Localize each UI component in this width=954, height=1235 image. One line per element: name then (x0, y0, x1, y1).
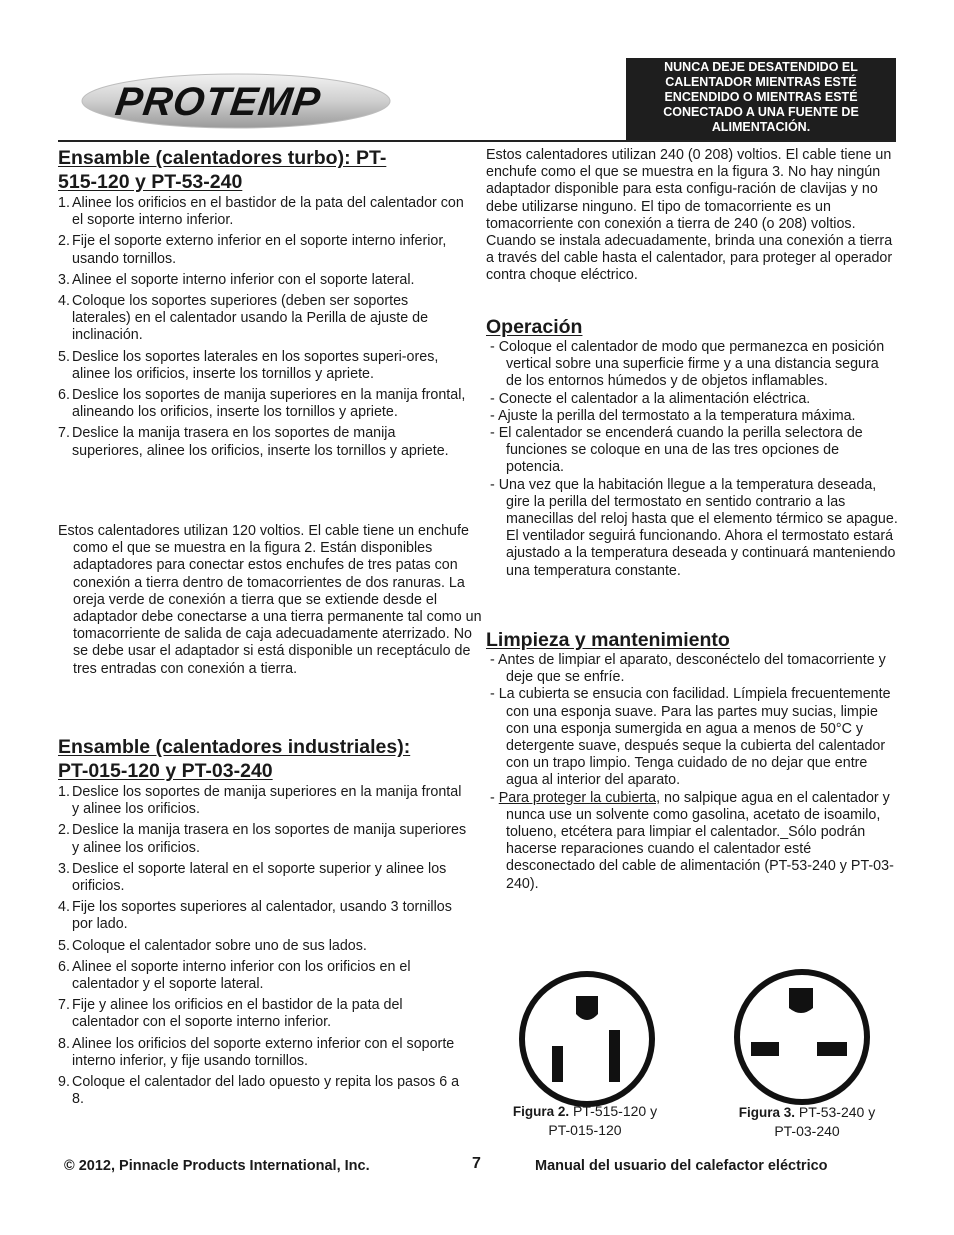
outlet-120v-icon (516, 968, 658, 1110)
step-text: Alinee el soporte interno inferior con el soporte lateral. (72, 271, 415, 288)
warning-line: NUNCA DEJE DESATENDIDO EL (664, 60, 858, 74)
step-text: Fije y alinee los orificios en el bastidor de la pata del calentador con el soporte interno inferior. (72, 997, 403, 1031)
figure-3-caption (712, 1103, 902, 1141)
step-text: Coloque el calentador del lado opuesto y repita los pasos 6 a 8. (72, 1074, 460, 1108)
step-number: 7. (58, 425, 70, 442)
outlet-120v-figure (516, 968, 658, 1110)
list-item: - Conecte el calentador a la alimentación eléctrica. (490, 390, 811, 407)
step-text: Deslice los soportes de manija superiores en la manija frontal, alineando los orificios, inserte los tornillos y apriete. (72, 387, 466, 421)
page-number: 7 (472, 1155, 481, 1172)
list-item (58, 1036, 468, 1070)
figure-label: Figura 2. (512, 1104, 570, 1119)
step-number: 5. (58, 348, 70, 365)
industrial-section (58, 735, 468, 1112)
turbo-heading (58, 146, 468, 194)
turbo-steps (58, 195, 468, 460)
step-text: Fije el soporte externo inferior en el soporte interno inferior, usando tornillos. (72, 233, 447, 267)
voltage-240-paragraph: Estos calentadores utilizan 240 (0 208) voltios. El cable tiene un enchufe como el que se muestra en la figura 3. No hay ningún adaptador disponible para esta configu-ración de clavijas y no debe utilizarse ninguno. El tipo de tomacorriente es un tomacorriente con conexión a tierra de 240 (o 208) voltios. Cuando se instala adecuadamente, brinda una conexión a tierra a través del cable hasta el calentador, para proteger al operador contra choque eléctrico. (486, 147, 893, 284)
step-number: 2. (58, 233, 70, 250)
step-number: 2. (58, 822, 70, 839)
industrial-heading-line2: PT-015-120 y PT-03-240 (58, 760, 273, 782)
voltage-120-paragraph: Estos calentadores utilizan 120 voltios. El cable tiene un enchufe como el que se muestra en la figura 2. Están disponibles adaptadores para conectar estos enchufes de tres patas con conexión a tierra dentro de tomacorrientes de dos ranuras. La oreja verde de conexión a tierra que se extiende desde el adaptador debe conectarse a una tierra permanente tal como un tomacorriente de salida de caja adecuadamente aterrizado. No se debe usar el adaptador si está disponible un receptáculo de tres entradas con conexión a tierra. (58, 523, 482, 677)
list-item: - Coloque el calentador de modo que permanezca en posición vertical sobre una superficie firme y a una distancia segura de los entornos húmedos y de objetos inflamables. (490, 339, 885, 390)
list-item: - El calentador se encenderá cuando la perilla selectora de funciones se coloque en una de las tres opciones de potencia. (490, 425, 863, 476)
industrial-heading-line1: Ensamble (calentadores industriales): (58, 736, 411, 758)
list-item (58, 272, 468, 289)
list-item: - Antes de limpiar el aparato, desconéctelo del tomacorriente y deje que se enfríe. (490, 652, 886, 686)
list-item (58, 861, 468, 895)
step-number: 4. (58, 293, 70, 310)
list-item (58, 1074, 468, 1108)
list-item (58, 997, 468, 1031)
figure-model: PT-015-120 (548, 1122, 622, 1138)
list-item (58, 387, 468, 421)
outlet-240v-figure (731, 966, 873, 1108)
list-item (58, 233, 468, 267)
list-item: - Ajuste la perilla del termostato a la temperatura máxima. (490, 407, 856, 424)
operation-heading: Operación (486, 316, 583, 338)
step-number: 4. (58, 899, 70, 916)
step-number: 3. (58, 271, 70, 288)
figure-model: PT-53-240 y (795, 1104, 876, 1120)
cleaning-heading: Limpieza y mantenimiento (486, 629, 730, 651)
list-item (58, 899, 468, 933)
step-number: 8. (58, 1035, 70, 1052)
cleaning-section (486, 628, 898, 893)
step-number: 6. (58, 387, 70, 404)
step-number: 7. (58, 997, 70, 1014)
footer-copyright: © 2012, Pinnacle Products International, Inc. (64, 1158, 370, 1174)
step-text: Alinee los orificios del soporte externo inferior con el soporte interno inferior, y fije usando tornillos. (72, 1035, 455, 1069)
list-item (58, 784, 468, 818)
turbo-heading-line1: Ensamble (calentadores turbo): PT- (58, 147, 387, 169)
logo-graphic (80, 72, 392, 130)
operation-list (486, 339, 898, 580)
warning-line: ALIMENTACIÓN. (711, 120, 811, 134)
cleaning-list (486, 652, 898, 893)
operation-section (486, 315, 898, 580)
step-number: 3. (58, 860, 70, 877)
step-text: Alinee los orificios en el bastidor de la pata del calentador con el soporte interno inferior. (72, 195, 464, 229)
step-number: 9. (58, 1074, 70, 1091)
step-text: Alinee el soporte interno inferior con los orificios en el calentador y el soporte lateral. (72, 958, 411, 993)
warning-box (626, 58, 896, 140)
list-item (58, 822, 468, 856)
industrial-steps (58, 784, 468, 1108)
header-rule (58, 140, 896, 142)
step-number: 1. (58, 195, 70, 211)
bullet-prefix: - (490, 789, 499, 806)
figure-model: PT-03-240 (774, 1123, 840, 1139)
step-number: 1. (58, 784, 70, 800)
outlet-240v-icon (731, 966, 873, 1108)
industrial-heading (58, 735, 468, 783)
warning-line: ENCENDIDO O MIENTRAS ESTÉ (664, 90, 858, 104)
list-item (486, 790, 898, 893)
warning-line: CALENTADOR MIENTRAS ESTÉ (665, 75, 857, 89)
step-text: Coloque el calentador sobre uno de sus lados. (72, 937, 367, 954)
turbo-section (58, 146, 468, 464)
list-item-text: no salpique agua en el calentador y nunca use un solvente como gasolina, acetato de isoamilo, tolueno, etcétera para limpiar el calentador._Sólo podrán hacerse reparaciones cuando el calentador esté desconectado del cable de alimentación (PT-53-240 y PT-03-240). (506, 789, 894, 892)
step-number: 6. (58, 958, 70, 975)
step-number: 5. (58, 937, 70, 954)
list-item: - Una vez que la habitación llegue a la temperatura deseada, gire la perilla del termostato en sentido contrario a las manecillas del reloj hasta que el elemento térmico se apague. El ventilador seguirá funcionando. Ahora el termostato estará ajustado a la temperatura deseada y continuará manteniendo una temperatura constante. (490, 476, 898, 579)
underlined-phrase: Para proteger la cubierta, (498, 789, 661, 806)
footer-manual-title: Manual del usuario del calefactor eléctrico (535, 1158, 828, 1174)
warning-line: CONECTADO A UNA FUENTE DE (663, 105, 859, 119)
figure-model: PT-515-120 y (569, 1103, 658, 1119)
list-item (58, 293, 468, 345)
step-text: Coloque los soportes superiores (deben ser soportes laterales) en el calentador usando la Perilla de ajuste de inclinación. (72, 293, 429, 344)
figure-2-caption (490, 1102, 680, 1140)
list-item (58, 938, 468, 955)
step-text: Deslice la manija trasera en los soportes de manija superiores y alinee los orificios. (72, 822, 467, 856)
list-item: - La cubierta se ensucia con facilidad. Límpiela frecuentemente con una esponja suave. Para las partes muy sucias, limpie con una esponja sumergida en agua a menos de 50°C y detergente suave, después seque la cubierta del calentador con un trapo limpio. Tenga cuidado de no dejar que entre agua al interior del aparato. (490, 686, 891, 789)
step-text: Deslice los soportes laterales en los soportes superi-ores, alinee los orificios, inserte los tornillos y apriete. (72, 348, 439, 382)
list-item (58, 349, 468, 383)
step-text: Deslice el soporte lateral en el soporte superior y alinee los orificios. (72, 860, 447, 895)
figure-label: Figura 3. (738, 1105, 796, 1120)
list-item (58, 195, 468, 229)
step-text: Deslice los soportes de manija superiores en la manija frontal y alinee los orificios. (72, 784, 462, 818)
list-item (58, 959, 468, 993)
logo-text: PROTEMP (112, 79, 324, 124)
list-item (58, 425, 468, 459)
protemp-logo (80, 72, 392, 130)
step-text: Fije los soportes superiores al calentador, usando 3 tornillos por lado. (72, 899, 452, 933)
turbo-heading-line2: 515-120 y PT-53-240 (58, 171, 243, 193)
step-text: Deslice la manija trasera en los soportes de manija superiores, alinee los orificios, inserte los tornillos y apriete. (72, 425, 449, 459)
